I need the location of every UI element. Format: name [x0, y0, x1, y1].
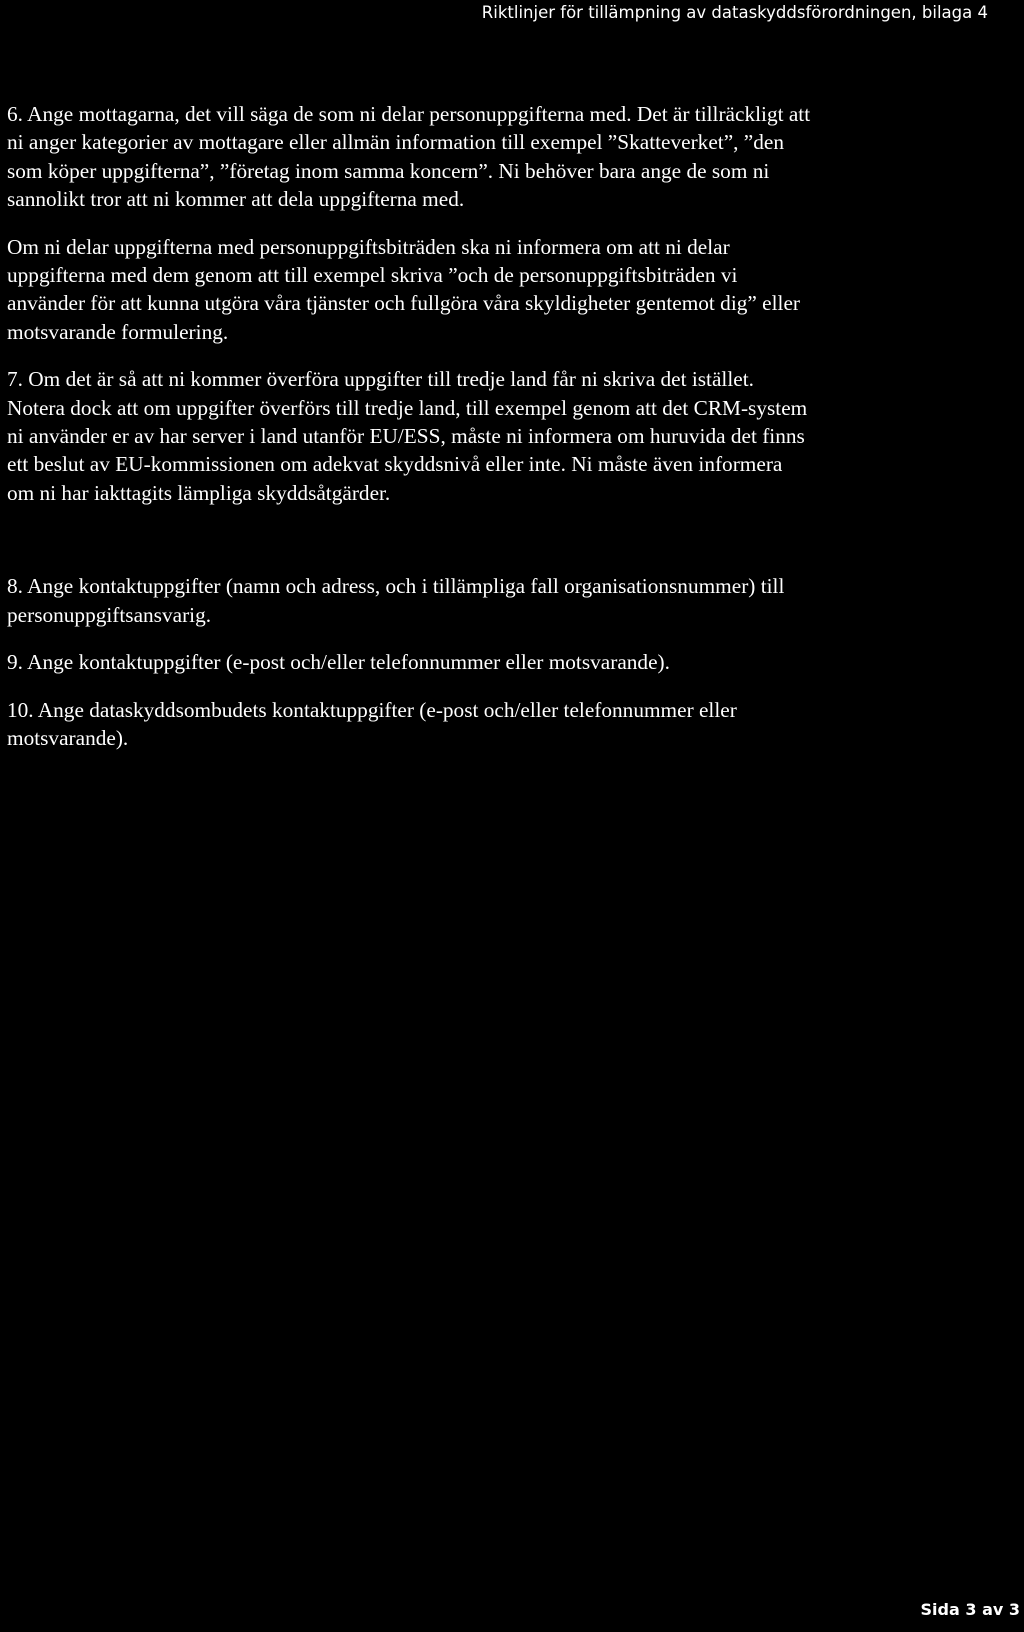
text-line: uppgifterna med dem genom att till exempel skriva ”och de personuppgiftsbiträden vi — [7, 263, 738, 288]
text-line: sannolikt tror att ni kommer att dela uppgifterna med. — [7, 187, 465, 212]
paragraph-item-7 — [7, 365, 1012, 507]
text-line: ni anger kategorier av mottagare eller allmän information till exempel ”Skatteverket”, ”den — [7, 130, 785, 155]
text-line: motsvarande). — [7, 725, 129, 750]
text-line: 7. Om det är så att ni kommer överföra uppgifter till tredje land får ni skriva det istället. — [7, 367, 754, 392]
text-line: använder för att kunna utgöra våra tjänster och fullgöra våra skyldigheter gentemot dig” eller — [7, 291, 800, 316]
paragraph-item-9 — [7, 648, 1012, 676]
paragraph-item-10 — [7, 696, 1012, 753]
text-line: som köper uppgifterna”, ”företag inom samma koncern”. Ni behöver bara ange de som ni — [7, 158, 770, 183]
paragraph-processors — [7, 233, 1012, 347]
page-number: Sida 3 av 3 — [920, 1600, 1020, 1619]
text-line: personuppgiftsansvarig. — [7, 602, 212, 627]
document-body — [7, 100, 1012, 752]
text-line: ett beslut av EU-kommissionen om adekvat skyddsnivå eller inte. Ni måste även informera — [7, 452, 783, 477]
text-line: 8. Ange kontaktuppgifter (namn och adress, och i tillämpliga fall organisationsnummer) till — [7, 574, 785, 599]
text-line: om ni har iakttagits lämpliga skyddsåtgärder. — [7, 480, 391, 505]
text-line: Notera dock att om uppgifter överförs till tredje land, till exempel genom att det CRM-system — [7, 395, 808, 420]
text-line: 6. Ange mottagarna, det vill säga de som ni delar personuppgifterna med. Det är tillräckligt att — [7, 102, 811, 126]
text-line: 9. Ange kontaktuppgifter (e-post och/eller telefonnummer eller motsvarande). — [7, 650, 670, 675]
page-header-title: Riktlinjer för tillämpning av dataskyddsförordningen, bilaga 4 — [481, 3, 988, 22]
paragraph-item-6 — [7, 100, 1012, 214]
text-line: 10. Ange dataskyddsombudets kontaktuppgifter (e-post och/eller telefonnummer eller — [7, 697, 737, 722]
text-line: motsvarande formulering. — [7, 319, 229, 344]
text-line: Om ni delar uppgifterna med personuppgiftsbiträden ska ni informera om att ni delar — [7, 234, 730, 259]
paragraph-item-8 — [7, 572, 1012, 629]
text-line: ni använder er av har server i land utanför EU/ESS, måste ni informera om huruvida det finns — [7, 424, 805, 449]
